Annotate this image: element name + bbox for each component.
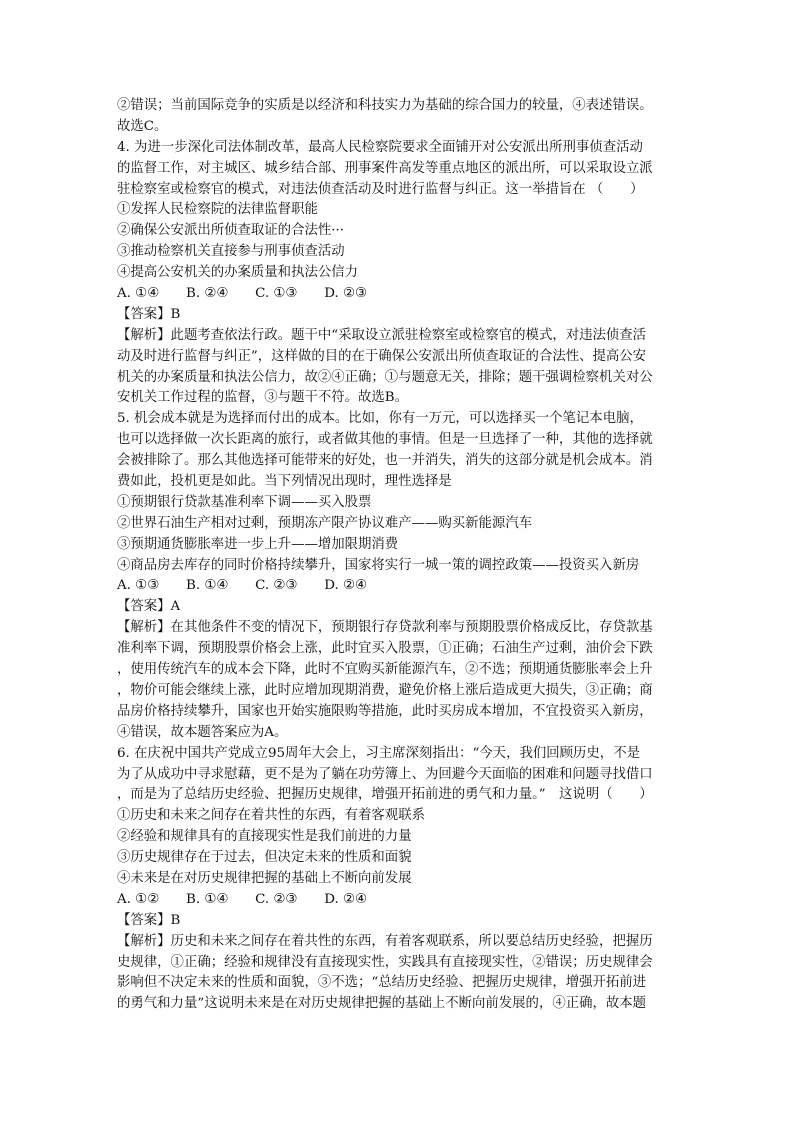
question-5-analysis: ④错误，故本题答案应为A。 xyxy=(117,724,288,740)
question-6-choices: A. ①② B. ①④ C. ②③ D. ②④ xyxy=(117,891,367,907)
question-5-stem: 也可以选择做一次长距离的旅行，或者做其他的事情。但是一旦选择了一种，其他的选择就 xyxy=(117,432,653,448)
question-6-option: ③历史规律存在于过去，但决定未来的性质和面貌 xyxy=(117,850,412,866)
question-6-option: ①历史和未来之间存在着共性的东西，有着客观联系 xyxy=(117,808,425,824)
question-6-option: ②经验和规律具有的直接现实性是我们前进的力量 xyxy=(117,829,412,845)
question-6-stem: 6. 在庆祝中国共产党成立95周年大会上，习主席深刻指出：“今天，我们回顾历史，不是 xyxy=(117,745,640,761)
question-5-analysis: ，使用传统汽车的成本会下降，此时不宜购买新能源汽车，②不选；预期通货膨胀率会上升 xyxy=(117,662,653,678)
question-5-option: ③预期通货膨胀率进一步上升——增加限期消费 xyxy=(117,536,399,552)
question-4-analysis: 动及时进行监督与纠正”，这样做的目的在于确保公安派出所侦查取证的合法性、提高公安 xyxy=(117,348,647,364)
question-6-analysis: 的勇气和力量”这说明未来是在对历史规律把握的基础上不断向前发展的，④正确，故本题 xyxy=(117,996,647,1012)
question-5-analysis: 品房价格持续攀升，国家也开始实施限购等措施，此时买房成本增加，不宜投资买入新房， xyxy=(117,703,653,719)
question-6-stem: ，而是为了总结历史经验、把握历史规律，增强开拓前进的勇气和力量。” 这说明（ ） xyxy=(117,787,653,803)
question-6-analysis: 影响但不决定未来的性质和面貌，③不选；“总结历史经验、把握历史规律，增强开拓前进 xyxy=(117,975,647,991)
question-6-answer: 【答案】B xyxy=(117,912,181,928)
document-page xyxy=(117,96,683,1015)
question-5-option: ④商品房去库存的同时价格持续攀升，国家将实行一城一策的调控政策——投资买入新房 xyxy=(117,557,640,573)
question-5-answer: 【答案】A xyxy=(117,599,181,615)
text-line: ②错误；当前国际竞争的实质是以经济和科技实力为基础的综合国力的较量，④表述错误。 xyxy=(117,98,653,113)
question-5-stem: 5. 机会成本就是为选择而付出的成本。比如，你有一万元，可以选择买一个笔记本电脑， xyxy=(117,411,643,427)
question-4-option: ④提高公安机关的办案质量和执法公信力 xyxy=(117,265,359,281)
question-5-analysis: 【解析】在其他条件不变的情况下，预期银行存贷款利率与预期股票价格成反比，存贷款基 xyxy=(117,620,653,636)
question-4-stem: 的监督工作，对主城区、城乡结合部、刑事案件高发等重点地区的派出所，可以采取设立派 xyxy=(117,160,653,176)
question-5-analysis: ，物价可能会继续上涨，此时应增加现期消费，避免价格上涨后造成更大损失，③正确；商 xyxy=(117,682,653,698)
question-4-option: ③推动检察机关直接参与刑事侦查活动 xyxy=(117,244,345,260)
text-line: 故选C。 xyxy=(117,118,168,134)
question-4-stem: 驻检察室或检察官的模式，对违法侦查活动及时进行监督与纠正。这一举措旨在 （ ） xyxy=(117,181,644,197)
question-6-analysis: 史规律，①正确；经验和规律没有直接现实性，实践具有直接现实性，②错误；历史规律会 xyxy=(117,954,653,970)
question-4-option: ②确保公安派出所侦查取证的合法性··· xyxy=(117,223,345,239)
question-4-analysis: 【解析】此题考查依法行政。题干中“采取设立派驻检察室或检察官的模式，对违法侦查活 xyxy=(117,327,647,343)
question-5-option: ①预期银行贷款基准利率下调——买入股票 xyxy=(117,494,372,510)
question-5-option: ②世界石油生产相对过剩，预期冻产限产协议难产——购买新能源汽车 xyxy=(117,515,533,531)
question-4-choices: A. ①④ B. ②④ C. ①③ D. ②③ xyxy=(117,286,367,302)
question-4-answer: 【答案】B xyxy=(117,306,181,322)
question-6-analysis: 【解析】历史和未来之间存在着共性的东西，有着客观联系，所以要总结历史经验，把握历 xyxy=(117,933,653,949)
question-5-analysis: 准利率下调，预期股票价格会上涨，此时宜买入股票，①正确；石油生产过剩，油价会下跌 xyxy=(117,641,653,657)
question-4-analysis: 安机关工作过程的监督，③与题干不符。故选B。 xyxy=(117,390,409,406)
question-4-option: ①发挥人民检察院的法律监督职能 xyxy=(117,202,318,218)
question-5-choices: A. ①③ B. ①④ C. ②③ D. ②④ xyxy=(117,578,367,594)
question-6-stem: 为了从成功中寻求慰藉，更不是为了躺在功劳簿上、为回避今天面临的困难和问题寻找借口 xyxy=(117,766,653,782)
question-5-stem: 费如此，投机更是如此。当下列情况出现时，理性选择是 xyxy=(117,474,452,490)
question-4-analysis: 机关的办案质量和执法公信力，故②④正确；①与题意无关，排除；题干强调检察机关对公 xyxy=(117,369,653,385)
question-6-option: ④未来是在对历史规律把握的基础上不断向前发展 xyxy=(117,870,412,886)
question-4-stem: 4. 为进一步深化司法体制改革，最高人民检察院要求全面铺开对公安派出所刑事侦查活动 xyxy=(117,139,643,155)
question-5-stem: 会被排除了。那么其他选择可能带来的好处，也一并消失，消失的这部分就是机会成本。消 xyxy=(117,453,653,469)
